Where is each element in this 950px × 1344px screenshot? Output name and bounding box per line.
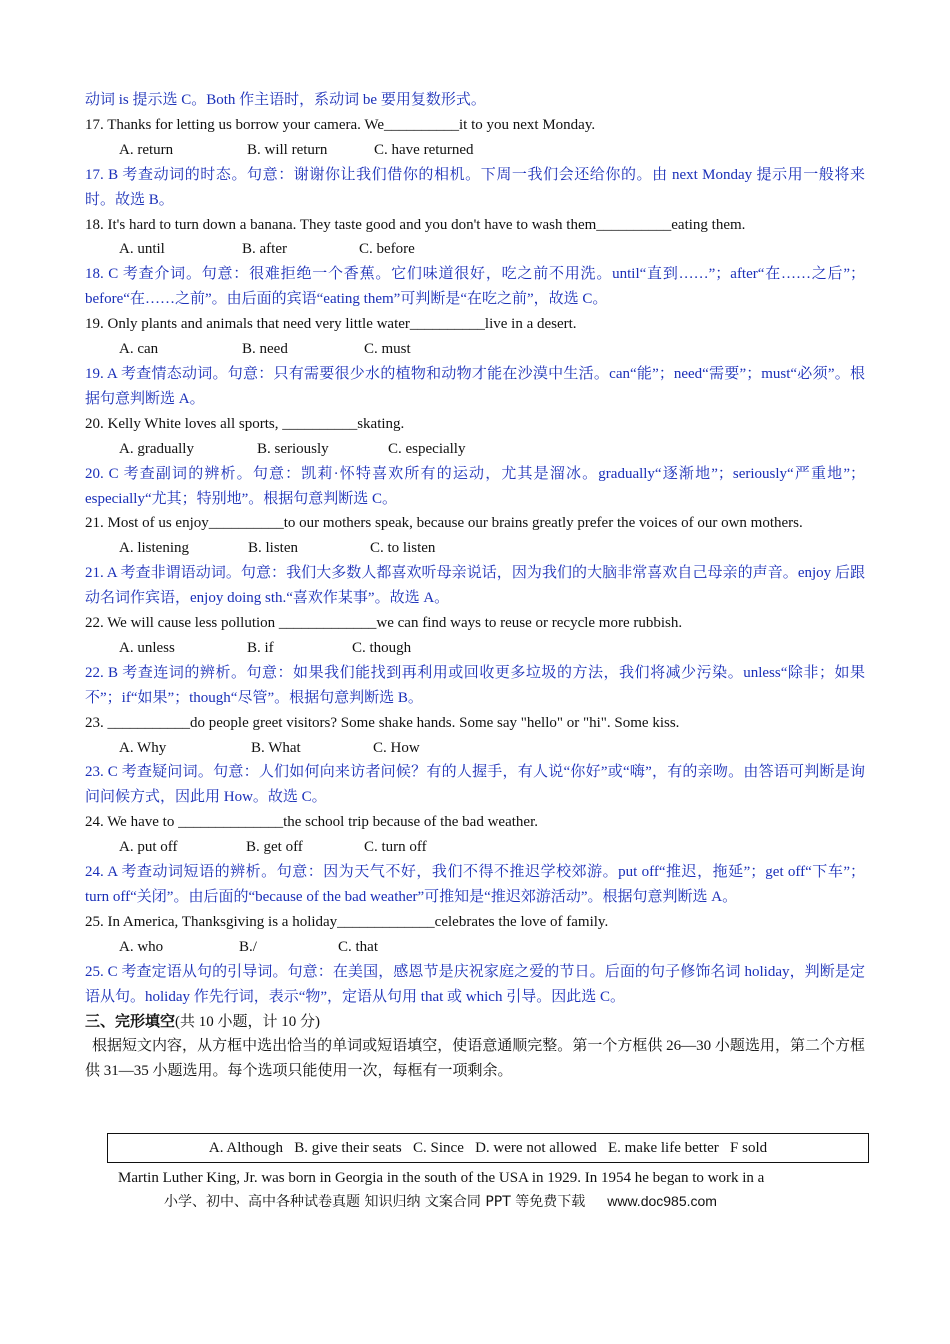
option-c: C. to listen [370, 540, 436, 557]
option-c: C. before [359, 241, 415, 258]
question-18-options [85, 237, 865, 262]
option-a: A. put off [119, 839, 178, 856]
option-a: A. who [119, 938, 164, 955]
question-24-options [85, 835, 865, 860]
section-3-score: (共 10 小题，计 10 分) [175, 1013, 321, 1030]
question-23-stem: 23. ___________do people greet visitors? Some shake hands. Some say "hello" or "hi". Some kiss. [85, 714, 680, 731]
option-b: B. get off [246, 839, 303, 856]
option-a: A. listening [119, 540, 189, 557]
question-18-stem: 18. It's hard to turn down a banana. They taste good and you don't have to wash them__________eating them. [85, 216, 746, 233]
question-23-answer: 23. C 考查疑问词。句意：人们如何向来访者问候？有的人握手，有人说“你好”或“嗨”，有的亲吻。由答语可判断是询问问候方式，因此用 How。故选 C。 [85, 764, 865, 806]
word-box-options: A. Although B. give their seats C. Since D. were not allowed E. make life better F sold [208, 1139, 768, 1156]
question-20-answer: 20. C 考查副词的辨析。句意：凯莉·怀特喜欢所有的运动，尤其是溜冰。gradually“逐渐地”；seriously“严重地”；especially“尤其；特别地”。根据句意判断选 C。 [85, 465, 865, 507]
question-21-answer: 21. A 考查非谓语动词。句意：我们大多数人都喜欢听母亲说话，因为我们的大脑非常喜欢自己母亲的声音。enjoy 后跟动名词作宾语，enjoy doing sth.“喜欢作某事”。故选 A。 [85, 565, 865, 607]
option-a: A. gradually [119, 440, 194, 457]
option-c: C. especially [388, 440, 466, 457]
question-25-options [85, 935, 865, 960]
option-b: B. if [247, 639, 274, 656]
question-25-answer: 25. C 考查定语从句的引导词。句意：在美国，感恩节是庆祝家庭之爱的节日。后面的句子修饰名词 holiday，判断是定语从句。holiday 作先行词，表示“物”，定语从句用 that 或 which 引导。因此选 C。 [85, 963, 865, 1005]
question-24-stem: 24. We have to ______________the school trip because of the bad weather. [85, 814, 538, 831]
option-c: C. turn off [364, 839, 427, 856]
question-25-stem: 25. In America, Thanksgiving is a holiday_____________celebrates the love of family. [85, 913, 609, 930]
top-note: 动词 is 提示选 C。Both 作主语时，系动词 be 要用复数形式。 [85, 92, 486, 108]
option-b: B. will return [247, 141, 328, 158]
option-a: A. Why [119, 739, 167, 756]
option-c: C. though [352, 639, 412, 656]
question-17-stem: 17. Thanks for letting us borrow your camera. We__________it to you next Monday. [85, 116, 596, 133]
section-3-title: 三、完形填空 [85, 1013, 176, 1030]
option-b: B./ [239, 938, 257, 955]
option-b: B. seriously [257, 440, 329, 457]
option-a: A. return [119, 141, 174, 158]
question-17-options [85, 138, 865, 163]
question-24-answer: 24. A 考查动词短语的辨析。句意：因为天气不好，我们不得不推迟学校郊游。put off“推迟，拖延”；get off“下车”；turn off“关闭”。由后面的“because of the bad weather”可推知是“推迟郊游活动”。根据句意判断选 A。 [85, 864, 865, 905]
footer-text: 小学、初中、高中各种试卷真题 知识归纳 文案合同 PPT 等免费下载 [164, 1194, 586, 1210]
question-21-options [85, 536, 865, 561]
question-22-answer: 22. B 考查连词的辨析。句意：如果我们能找到再利用或回收更多垃圾的方法，我们将减少污染。unless“除非；如果不”；if“如果”；though“尽管”。根据句意判断选 B。 [85, 664, 865, 706]
option-c: C. have returned [374, 141, 474, 158]
option-c: C. How [373, 739, 420, 756]
footer [164, 1190, 717, 1213]
question-21-stem: 21. Most of us enjoy__________to our mothers speak, because our brains greatly prefer the voices of our own mothers. [85, 515, 803, 532]
passage-first-line: Martin Luther King, Jr. was born in Georgia in the south of the USA in 1929. In 1954 he began to work in a [118, 1170, 765, 1186]
option-b: B. What [251, 739, 301, 756]
option-b: B. after [242, 241, 287, 258]
question-19-options [85, 337, 865, 362]
option-a: A. until [119, 241, 165, 258]
section-3-heading [85, 1010, 865, 1035]
footer-url[interactable]: www.doc985.com [607, 1193, 717, 1209]
question-18-answer: 18. C 考查介词。句意：很难拒绝一个香蕉。它们味道很好，吃之前不用洗。until“直到……”；after“在……之后”；before“在……之前”。由后面的宾语“eating them”可判断是“在吃之前”，故选 C。 [85, 266, 865, 308]
question-20-stem: 20. Kelly White loves all sports, __________skating. [85, 415, 405, 432]
question-22-options [85, 636, 865, 661]
question-22-stem: 22. We will cause less pollution _____________we can find ways to reuse or recycle more rubbish. [85, 615, 683, 632]
question-17-answer: 17. B 考查动词的时态。句意：谢谢你让我们借你的相机。下周一我们会还给你的。由 next Monday 提示用一般将来时。故选 B。 [85, 166, 865, 208]
option-c: C. must [364, 341, 411, 358]
option-b: B. listen [248, 540, 299, 557]
word-box [107, 1133, 869, 1163]
option-a: A. unless [119, 639, 175, 656]
section-3-instruction: 根据短文内容，从方框中选出恰当的单词或短语填空，使语意通顺完整。第一个方框供 26—30 小题选用，第二个方框供 31—35 小题选用。每个选项只能使用一次，每框有一项剩余。 [85, 1038, 865, 1080]
option-b: B. need [242, 341, 288, 358]
question-19-stem: 19. Only plants and animals that need very little water__________live in a desert. [85, 316, 577, 333]
question-19-answer: 19. A 考查情态动词。句意：只有需要很少水的植物和动物才能在沙漠中生活。can“能”；need“需要”；must“必须”。根据句意判断选 A。 [85, 365, 865, 407]
option-a: A. can [119, 341, 159, 358]
document-body [85, 88, 865, 1084]
option-c: C. that [338, 938, 378, 955]
question-20-options [85, 437, 865, 462]
question-23-options [85, 736, 865, 761]
